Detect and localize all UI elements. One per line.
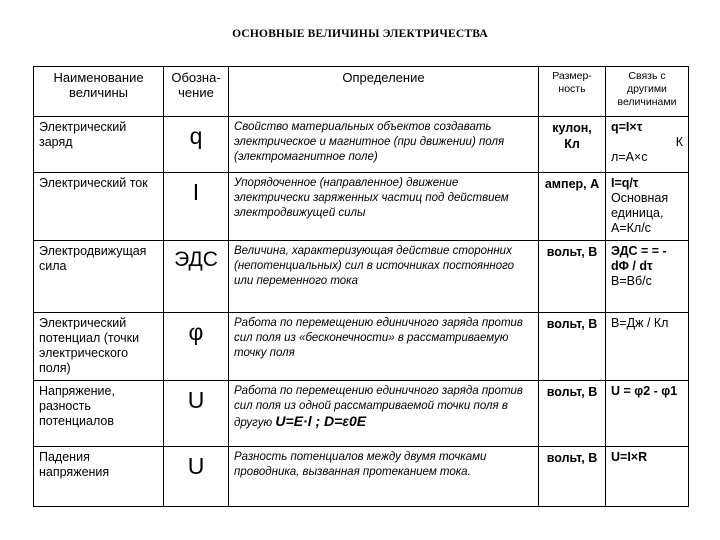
table-row: [34, 313, 689, 381]
quantity-unit: ампер, А: [539, 173, 606, 241]
quantity-symbol: I: [164, 173, 229, 241]
quantity-unit: вольт, В: [539, 381, 606, 447]
quantity-name: Электродвижущая сила: [34, 241, 164, 313]
header-relation: Связь с другими величинами: [606, 67, 689, 117]
quantity-relation: U = φ2 - φ1: [606, 381, 689, 447]
quantity-relation: [606, 117, 689, 173]
quantity-unit: кулон, Кл: [539, 117, 606, 173]
quantity-relation: [606, 241, 689, 313]
table-row: [34, 117, 689, 173]
quantity-definition-cell: [229, 381, 539, 447]
table-row: [34, 381, 689, 447]
quantity-unit: вольт, В: [539, 241, 606, 313]
quantity-name: Электрический потенциал (точки электрического поля): [34, 313, 164, 381]
quantity-definition: Работа по перемещению единичного заряда против сил поля из одной рассматриваемой точки поля в другую: [234, 385, 523, 429]
quantity-unit: вольт, В: [539, 313, 606, 381]
relation-text: Основная единица, А=Кл/с: [611, 191, 669, 235]
quantity-symbol: q: [164, 117, 229, 173]
header-symbol: Обозна-чение: [164, 67, 229, 117]
quantity-relation: U=I×R: [606, 447, 689, 507]
quantity-definition: Упорядоченное (направленное) движение электрически заряженных частиц под действием электродвижущей силы: [229, 173, 539, 241]
quantity-name: Падения напряжения: [34, 447, 164, 507]
header-name: Наименование величины: [34, 67, 164, 117]
quantity-unit: вольт, В: [539, 447, 606, 507]
quantity-symbol: ЭДС: [164, 241, 229, 313]
quantity-definition: Работа по перемещению единичного заряда против сил поля из «бесконечности» в рассматриваемую точку поля: [229, 313, 539, 381]
relation-text: В=Вб/с: [611, 274, 652, 288]
relation-formula: I=q/τ: [611, 176, 639, 190]
table-row: [34, 241, 689, 313]
quantity-name: Электрический ток: [34, 173, 164, 241]
quantity-definition: Величина, характеризующая действие сторонних (непотенциальных) сил в источниках постоянного или переменного тока: [229, 241, 539, 313]
quantity-definition: Свойство материальных объектов создавать электрическое и магнитное (при движении) поля (электромагнитное поле): [229, 117, 539, 173]
relation-formula: q=I×τ: [611, 120, 643, 134]
quantity-name: Напряжение, разность потенциалов: [34, 381, 164, 447]
relation-k: К: [675, 135, 683, 149]
quantity-relation: В=Дж / Кл: [606, 313, 689, 381]
relation-text: л=А×с: [611, 150, 648, 164]
quantity-relation: [606, 173, 689, 241]
quantity-name: Электрический заряд: [34, 117, 164, 173]
quantities-table: [33, 66, 689, 507]
page-title: ОСНОВНЫЕ ВЕЛИЧИНЫ ЭЛЕКТРИЧЕСТВА: [232, 28, 488, 40]
relation-formula: ЭДС = = - dΦ / dτ: [611, 244, 667, 273]
quantity-symbol: U: [164, 447, 229, 507]
definition-formula: U=E·l ; D=ε0E: [275, 413, 367, 429]
quantity-symbol: φ: [164, 313, 229, 381]
table-row: [34, 447, 689, 507]
header-unit: Размер-ность: [539, 67, 606, 117]
table-row: [34, 173, 689, 241]
header-definition: Определение: [229, 67, 539, 117]
quantity-symbol: U: [164, 381, 229, 447]
quantity-definition: Разность потенциалов между двумя точками проводника, вызванная протеканием тока.: [229, 447, 539, 507]
